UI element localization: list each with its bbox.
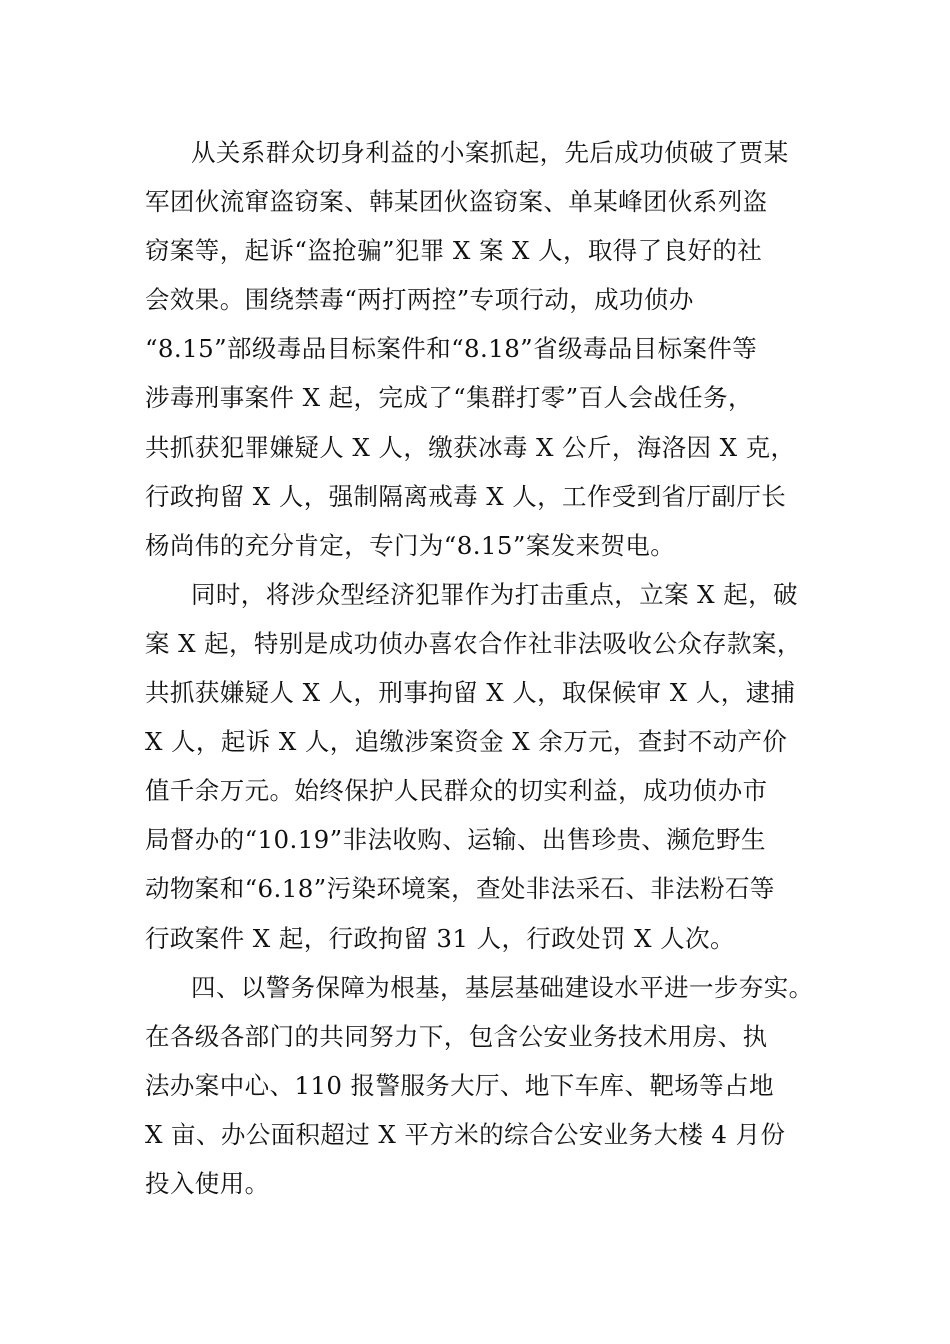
paragraph-line: 涉毒刑事案件 X 起，完成了“集群打零”百人会战任务， [145,383,753,413]
paragraph-line: 军团伙流窜盗窃案、韩某团伙盗窃案、单某峰团伙系列盗 [145,187,768,217]
paragraph-line: 行政拘留 X 人，强制隔离戒毒 X 人，工作受到省厅副厅长 [145,481,787,511]
paragraph-line: 局督办的“10.19”非法收购、运输、出售珍贵、濒危野生 [145,825,766,855]
paragraph-line: 共抓获犯罪嫌疑人 X 人，缴获冰毒 X 公斤，海洛因 X 克， [145,432,796,462]
paragraph-line: 同时，将涉众型经济犯罪作为打击重点，立案 X 起，破 [191,579,798,609]
paragraph-line: 从关系群众切身利益的小案抓起，先后成功侦破了贾某 [191,138,789,167]
section-heading-line: 四、以警务保障为根基，基层基础建设水平进一步夯实。 [191,972,814,1002]
paragraph-line: 在各级各部门的共同努力下，包含公安业务技术用房、执 [145,1021,768,1051]
document-body [145,128,815,1208]
paragraph-line: “8.15”部级毒品目标案件和“8.18”省级毒品目标案件等 [145,334,758,364]
paragraph-line: 窃案等，起诉“盗抢骗”犯罪 X 案 X 人，取得了良好的社 [145,236,763,266]
paragraph-line: 行政案件 X 起，行政拘留 31 人，行政处罚 X 人次。 [145,923,735,953]
paragraph-line: 案 X 起，特别是成功侦办喜农合作社非法吸收公众存款案， [145,628,802,658]
paragraph-line: 值千余万元。始终保护人民群众的切实利益，成功侦办市 [145,776,768,806]
paragraph-line: 动物案和“6.18”污染环境案，查处非法采石、非法粉石等 [145,874,775,904]
paragraph-line: 共抓获嫌疑人 X 人，刑事拘留 X 人，取保候审 X 人，逮捕 [145,678,796,708]
paragraph-line: X 亩、办公面积超过 X 平方米的综合公安业务大楼 4 月份 [145,1119,786,1149]
paragraph-line: 法办案中心、110 报警服务大厅、地下车库、靶场等占地 [145,1070,774,1100]
paragraph-line: 会效果。围绕禁毒“两打两控”专项行动，成功侦办 [145,285,694,315]
paragraph-line: 投入使用。 [145,1168,270,1198]
paragraph-line: X 人，起诉 X 人，追缴涉案资金 X 余万元，查封不动产价 [145,727,788,757]
paragraph-line: 杨尚伟的充分肯定，专门为“8.15”案发来贺电。 [145,530,676,560]
